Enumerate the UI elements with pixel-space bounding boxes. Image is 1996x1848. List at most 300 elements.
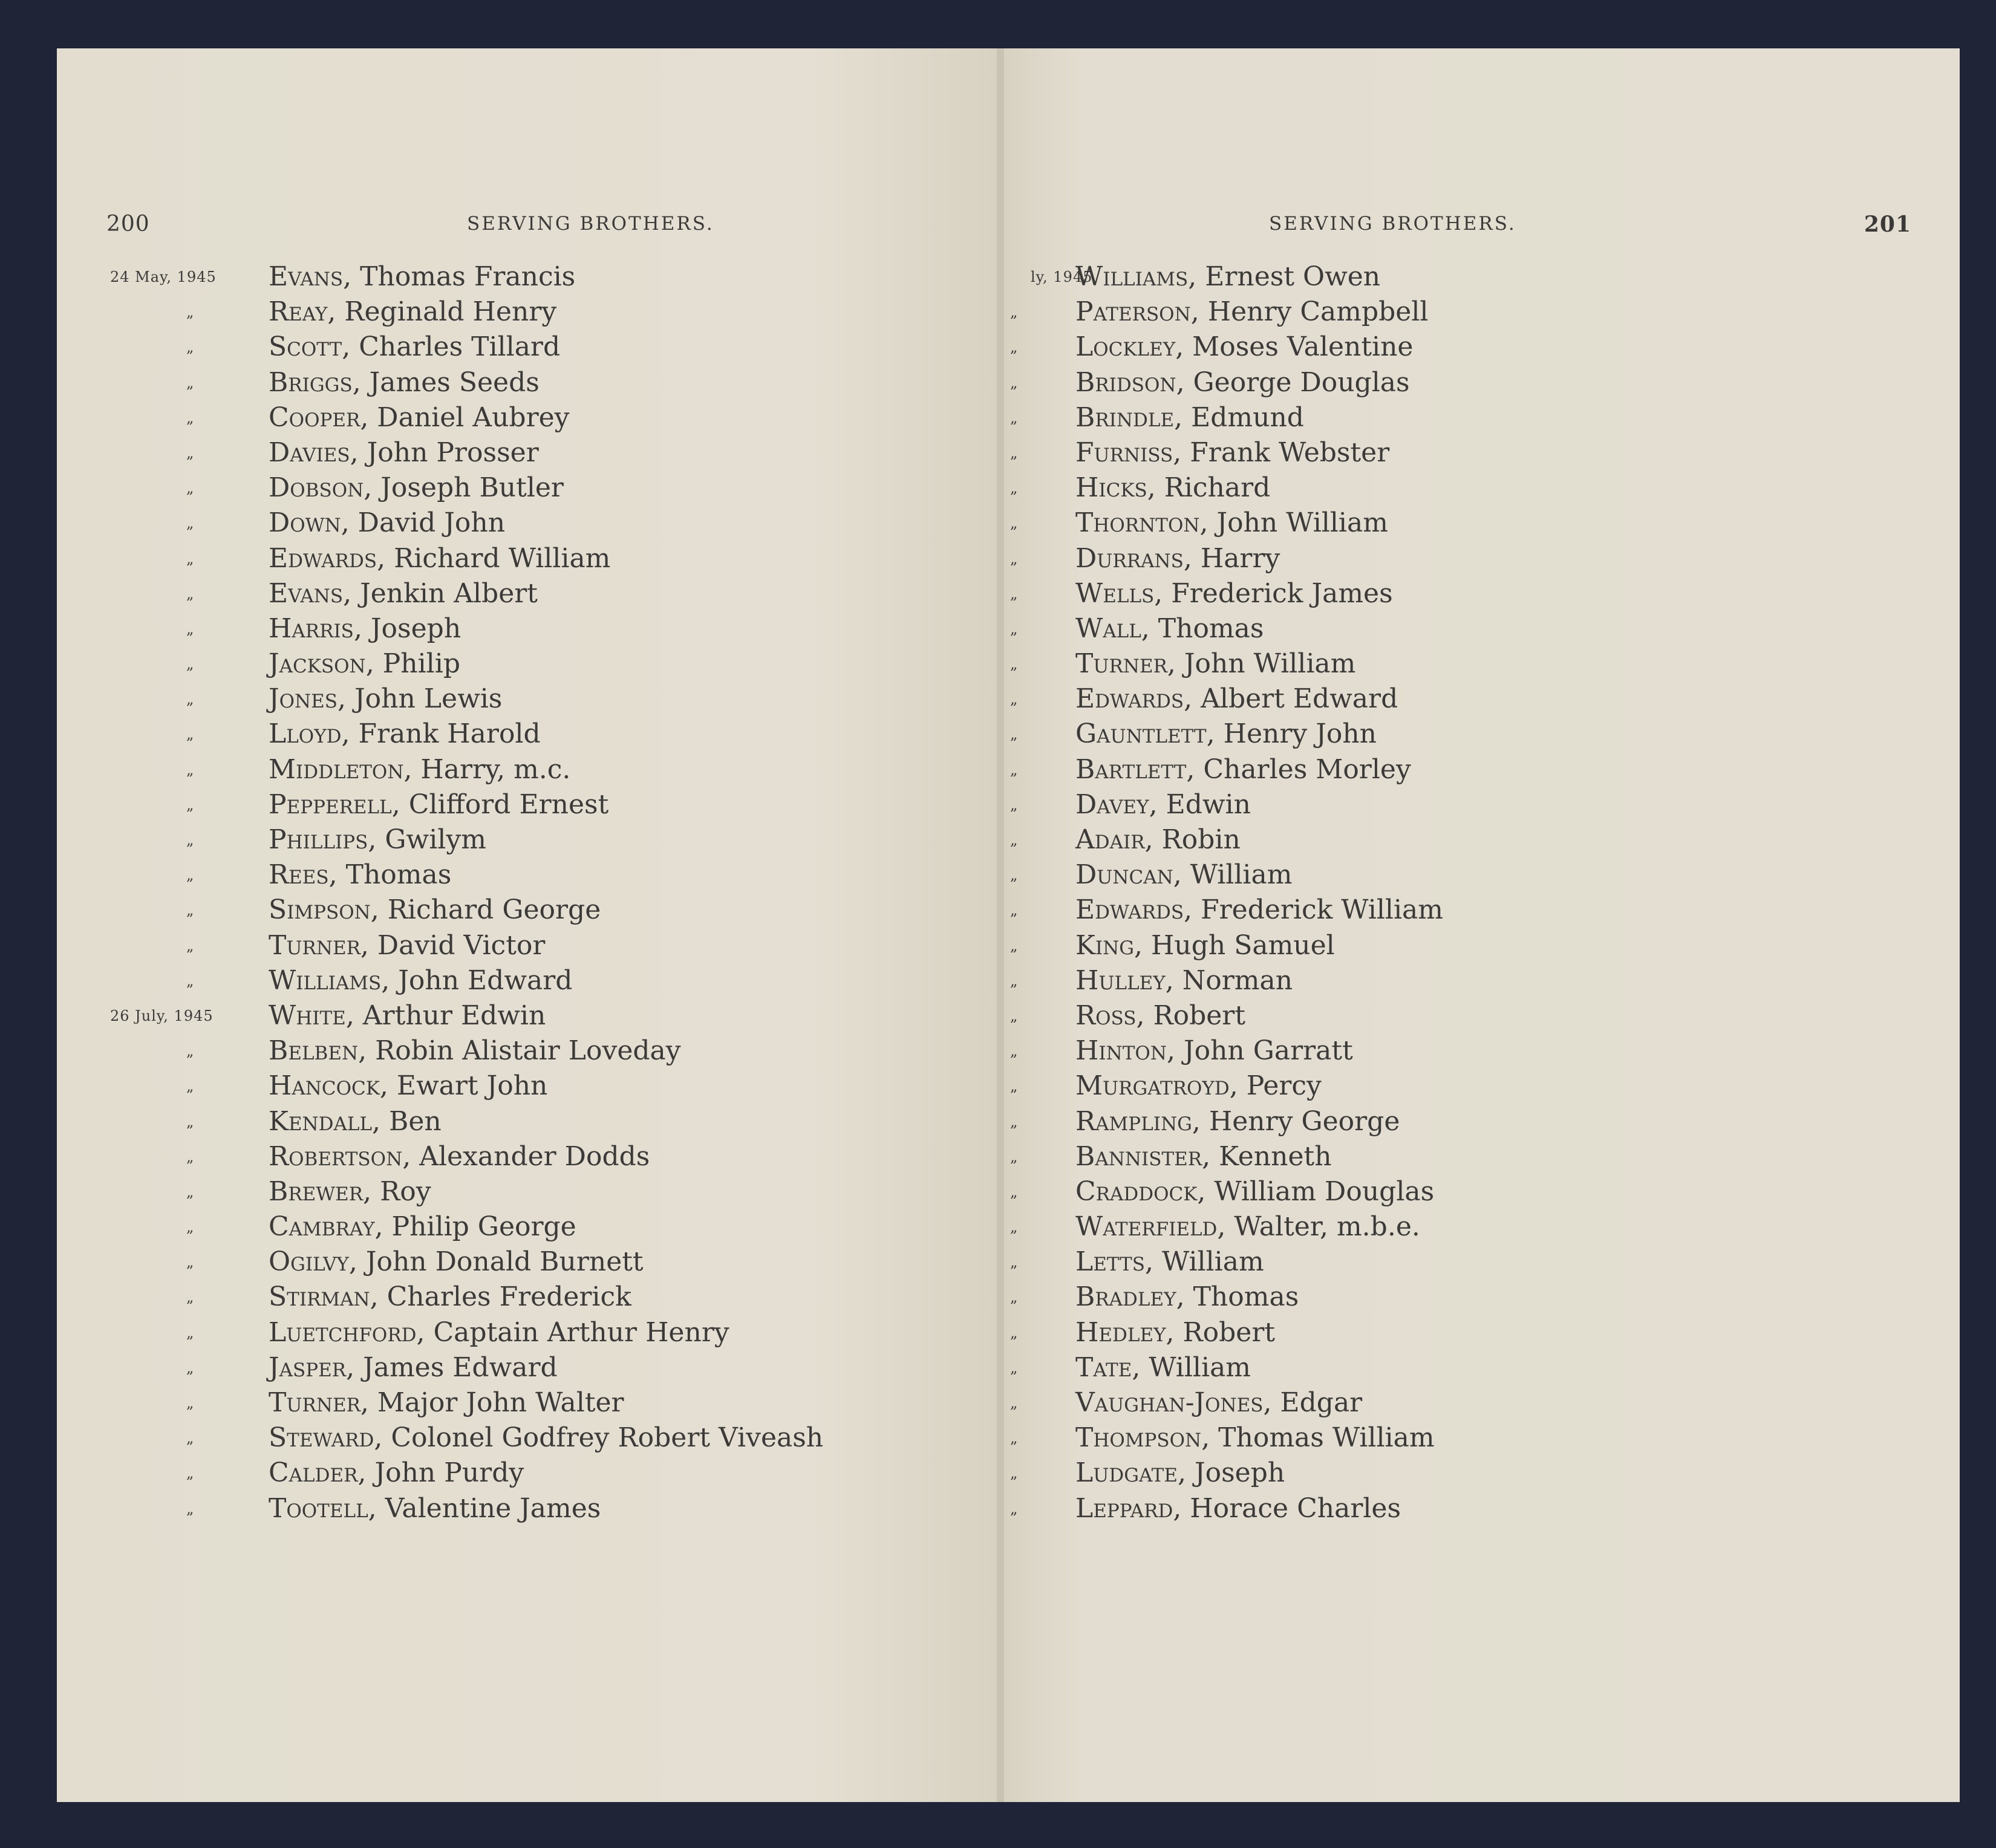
- ditto-mark: „: [186, 1394, 194, 1411]
- member-name: [1075, 1245, 1264, 1279]
- ditto-mark: „: [186, 304, 194, 321]
- surname: King: [1075, 929, 1135, 961]
- ditto-mark: „: [1010, 1218, 1018, 1236]
- list-item: [1004, 295, 1960, 330]
- ditto-mark: „: [1010, 1043, 1018, 1060]
- member-name: [269, 753, 570, 787]
- member-name: [1075, 964, 1293, 998]
- ditto-mark: „: [1010, 1254, 1018, 1271]
- surname: Dobson: [269, 472, 364, 504]
- member-name: [269, 1210, 576, 1244]
- ditto-mark: „: [1010, 374, 1018, 391]
- ditto-mark: „: [1010, 304, 1018, 321]
- given-names: , Robin Alistair Loveday: [358, 1035, 681, 1067]
- ditto-mark: „: [186, 656, 194, 673]
- given-names: , Thomas Francis: [343, 261, 576, 292]
- given-names: , Robin: [1144, 824, 1241, 855]
- surname: Middleton: [269, 753, 404, 785]
- ditto-mark: „: [1010, 1289, 1018, 1306]
- surname: Steward: [269, 1422, 374, 1454]
- given-names: , Walter, m.b.e.: [1217, 1211, 1420, 1243]
- running-head: SERVING BROTHERS.: [1269, 213, 1516, 235]
- given-names: , William: [1132, 1352, 1251, 1383]
- given-names: , Frederick James: [1154, 578, 1393, 609]
- list-item: [57, 260, 999, 295]
- ditto-mark: „: [1010, 726, 1018, 743]
- given-names: , Reginald Henry: [327, 296, 557, 328]
- given-names: , Ewart John: [379, 1070, 548, 1102]
- surname: Thornton: [1075, 507, 1200, 539]
- member-name: [269, 436, 539, 470]
- list-item: [57, 858, 999, 893]
- surname: Down: [269, 507, 341, 539]
- list-item: [57, 1069, 999, 1104]
- member-name: [1075, 717, 1377, 751]
- member-name: [1075, 1105, 1400, 1139]
- surname: Evans: [269, 261, 344, 292]
- given-names: , Charles Frederick: [370, 1281, 631, 1313]
- list-item: [1004, 366, 1960, 401]
- given-names: , Richard George: [370, 894, 601, 926]
- member-name: [269, 1351, 558, 1385]
- list-item: [57, 330, 999, 365]
- member-name: [269, 612, 461, 646]
- list-item: [1004, 788, 1960, 823]
- list-item: [57, 577, 999, 612]
- ditto-mark: „: [186, 937, 194, 954]
- list-item: [57, 471, 999, 506]
- member-name: [269, 1105, 442, 1139]
- surname: Kendall: [269, 1105, 373, 1137]
- given-names: , John Edward: [381, 965, 573, 996]
- surname: Scott: [269, 331, 342, 363]
- ditto-mark: „: [1010, 550, 1018, 567]
- list-item: [1004, 1386, 1960, 1421]
- ditto-mark: „: [1010, 620, 1018, 637]
- surname: Briggs: [269, 366, 353, 398]
- list-item: [1004, 1034, 1960, 1069]
- list-item: [1004, 1351, 1960, 1386]
- given-names: , John Prosser: [350, 437, 539, 468]
- ditto-mark: „: [186, 374, 194, 391]
- member-name: [1075, 612, 1264, 646]
- list-item: [1004, 1456, 1960, 1491]
- ditto-mark: „: [186, 515, 194, 532]
- list-item: [57, 1492, 999, 1527]
- list-item: [1004, 682, 1960, 717]
- given-names: , Clifford Ernest: [391, 789, 609, 820]
- member-name: [269, 401, 570, 435]
- member-name: [1075, 1280, 1299, 1314]
- ditto-mark: „: [186, 902, 194, 919]
- given-names: , Roy: [363, 1176, 431, 1207]
- member-name: [269, 858, 451, 892]
- member-name: [269, 964, 572, 998]
- initiation-date: ly, 1945: [1031, 268, 1093, 285]
- list-item: [57, 717, 999, 752]
- surname: Harris: [269, 613, 354, 644]
- ditto-mark: „: [1010, 1148, 1018, 1165]
- member-name: [1075, 929, 1335, 963]
- left-page: [57, 48, 1000, 1802]
- ditto-mark: „: [1010, 1113, 1018, 1130]
- given-names: , Charles Tillard: [342, 331, 561, 363]
- right-page: [1004, 48, 1960, 1802]
- surname: Furniss: [1075, 437, 1173, 468]
- surname: Waterfield: [1075, 1211, 1218, 1243]
- ditto-mark: „: [186, 831, 194, 848]
- surname: Evans: [269, 578, 344, 609]
- member-name: [1075, 577, 1393, 611]
- ditto-mark: „: [1010, 937, 1018, 954]
- surname: Turner: [1075, 648, 1167, 680]
- given-names: , James Edward: [346, 1352, 558, 1383]
- list-item: [1004, 577, 1960, 612]
- ditto-mark: „: [1010, 972, 1018, 989]
- ditto-mark: „: [1010, 444, 1018, 461]
- member-name: [269, 577, 538, 611]
- member-name: [1075, 506, 1388, 540]
- member-name: [1075, 858, 1292, 892]
- member-name: [1075, 366, 1410, 400]
- ditto-mark: „: [1010, 761, 1018, 778]
- list-item: [1004, 1210, 1960, 1245]
- list-item: [57, 788, 999, 823]
- given-names: , John William: [1167, 648, 1356, 680]
- member-name: [1075, 330, 1413, 364]
- ditto-mark: „: [186, 444, 194, 461]
- surname: Ludgate: [1075, 1457, 1178, 1489]
- ditto-mark: „: [1010, 480, 1018, 497]
- given-names: , George Douglas: [1176, 366, 1410, 398]
- ditto-mark: „: [1010, 656, 1018, 673]
- surname: Lloyd: [269, 718, 342, 750]
- ditto-mark: „: [186, 1500, 194, 1517]
- given-names: , John Donald Burnett: [348, 1246, 644, 1278]
- given-names: , Arthur Edwin: [345, 1000, 546, 1031]
- ditto-mark: „: [186, 339, 194, 356]
- member-name: [1075, 999, 1245, 1033]
- surname: Edwards: [1075, 894, 1184, 926]
- ditto-mark: „: [1010, 1465, 1018, 1482]
- surname: Rees: [269, 859, 329, 891]
- given-names: , Joseph Butler: [364, 472, 564, 504]
- ditto-mark: „: [1010, 831, 1018, 848]
- surname: Thompson: [1075, 1422, 1202, 1454]
- member-name: [269, 1069, 547, 1103]
- given-names: , William Douglas: [1197, 1176, 1435, 1207]
- list-item: [1004, 1105, 1960, 1140]
- given-names: , Thomas: [1141, 613, 1264, 644]
- given-names: , John William: [1199, 507, 1388, 539]
- given-names: , Colonel Godfrey Robert Viveash: [374, 1422, 824, 1454]
- ditto-mark: „: [186, 726, 194, 743]
- ditto-mark: „: [186, 1289, 194, 1306]
- given-names: , John Lewis: [338, 683, 503, 715]
- member-name: [269, 1421, 823, 1455]
- list-item: [1004, 1492, 1960, 1527]
- ditto-mark: „: [186, 1254, 194, 1271]
- surname: Pepperell: [269, 789, 392, 820]
- given-names: , Robert: [1166, 1316, 1276, 1348]
- surname: Hinton: [1075, 1035, 1167, 1067]
- given-names: , Horace Charles: [1173, 1492, 1401, 1524]
- surname: Luetchford: [269, 1316, 417, 1348]
- given-names: , William: [1173, 859, 1293, 891]
- member-name: [269, 1316, 729, 1350]
- surname: Reay: [269, 296, 328, 328]
- member-name: [269, 788, 608, 822]
- list-item: [1004, 823, 1960, 858]
- list-item: [57, 542, 999, 577]
- given-names: , Captain Arthur Henry: [416, 1316, 729, 1348]
- given-names: , Harry: [1183, 542, 1280, 574]
- list-item: [57, 929, 999, 964]
- given-names: , Richard: [1147, 472, 1271, 504]
- given-names: , Joseph: [353, 613, 461, 644]
- surname: Murgatroyd: [1075, 1070, 1230, 1102]
- given-names: , Robert: [1136, 1000, 1245, 1031]
- list-item: [1004, 1421, 1960, 1456]
- member-name: [1075, 1386, 1362, 1420]
- surname: Turner: [269, 929, 360, 961]
- surname: Edwards: [269, 542, 377, 574]
- member-name: [269, 506, 505, 540]
- member-name: [1075, 1351, 1251, 1385]
- given-names: , Thomas: [328, 859, 452, 891]
- given-names: , Charles Morley: [1186, 753, 1411, 785]
- ditto-mark: „: [1010, 902, 1018, 919]
- ditto-mark: „: [1010, 867, 1018, 884]
- surname: Bridson: [1075, 366, 1176, 398]
- list-item: [57, 1210, 999, 1245]
- member-name: [1075, 1492, 1401, 1526]
- given-names: , Edmund: [1174, 402, 1304, 433]
- given-names: , Richard William: [377, 542, 611, 574]
- member-name: [269, 471, 564, 505]
- list-item: [1004, 1280, 1960, 1315]
- list-item: [57, 1351, 999, 1386]
- ditto-mark: „: [186, 1183, 194, 1200]
- surname: White: [269, 1000, 346, 1031]
- list-item: [1004, 436, 1960, 471]
- given-names: , Edgar: [1263, 1387, 1363, 1418]
- given-names: , Kenneth: [1202, 1140, 1332, 1172]
- member-name: [1075, 1140, 1332, 1174]
- list-item: [57, 1140, 999, 1175]
- list-item: [1004, 1175, 1960, 1210]
- given-names: , Daniel Aubrey: [360, 402, 570, 433]
- surname: Calder: [269, 1457, 358, 1489]
- member-name: [1075, 436, 1389, 470]
- given-names: , William: [1145, 1246, 1264, 1278]
- ditto-mark: „: [1010, 796, 1018, 813]
- member-name: [1075, 1034, 1353, 1068]
- member-name: [269, 1245, 644, 1279]
- ditto-mark: „: [186, 1113, 194, 1130]
- list-item: [57, 506, 999, 541]
- ditto-mark: „: [186, 1430, 194, 1447]
- surname: Adair: [1075, 824, 1145, 855]
- surname: Hicks: [1075, 472, 1147, 504]
- given-names: , Percy: [1229, 1070, 1322, 1102]
- ditto-mark: „: [1010, 1183, 1018, 1200]
- surname: Brindle: [1075, 402, 1175, 433]
- surname: Wells: [1075, 578, 1155, 609]
- surname: Cooper: [269, 402, 360, 433]
- running-head: SERVING BROTHERS.: [467, 213, 714, 235]
- given-names: , David John: [341, 507, 506, 539]
- member-name: [1075, 260, 1380, 294]
- member-name: [269, 1034, 681, 1068]
- ditto-mark: „: [186, 1078, 194, 1095]
- list-item: [57, 436, 999, 471]
- list-item: [57, 1421, 999, 1456]
- member-name: [1075, 893, 1443, 927]
- list-item: [1004, 999, 1960, 1034]
- ditto-mark: „: [186, 796, 194, 813]
- ditto-mark: „: [186, 1148, 194, 1165]
- given-names: , Ben: [372, 1105, 442, 1137]
- member-name: [269, 893, 601, 927]
- member-name: [269, 260, 575, 294]
- list-item: [1004, 1140, 1960, 1175]
- surname: Letts: [1075, 1246, 1146, 1278]
- ditto-mark: „: [186, 867, 194, 884]
- surname: Hedley: [1075, 1316, 1166, 1348]
- list-item: [1004, 964, 1960, 999]
- member-name: [269, 1386, 624, 1420]
- ditto-mark: „: [186, 620, 194, 637]
- surname: Ogilvy: [269, 1246, 349, 1278]
- given-names: , Frank Webster: [1173, 437, 1390, 468]
- list-item: [57, 612, 999, 647]
- ditto-mark: „: [1010, 1078, 1018, 1095]
- list-item: [57, 964, 999, 999]
- member-name: [269, 1456, 524, 1490]
- member-name: [269, 1492, 601, 1526]
- list-item: [57, 647, 999, 682]
- surname: Duncan: [1075, 859, 1173, 891]
- member-name: [1075, 1421, 1435, 1455]
- given-names: , Philip: [365, 648, 460, 680]
- list-item: [1004, 612, 1960, 647]
- list-item: [57, 753, 999, 788]
- list-item: [57, 1105, 999, 1140]
- member-name: [269, 1175, 431, 1209]
- ditto-mark: „: [1010, 1359, 1018, 1376]
- list-item: [1004, 753, 1960, 788]
- member-name: [1075, 401, 1304, 435]
- list-item: [57, 1456, 999, 1491]
- surname: Davies: [269, 437, 350, 468]
- member-name: [1075, 542, 1280, 576]
- member-name: [269, 929, 545, 963]
- surname: Bradley: [1075, 1281, 1176, 1313]
- ditto-mark: „: [186, 480, 194, 497]
- member-name: [1075, 682, 1398, 716]
- initiation-date: 26 July, 1945: [110, 1007, 214, 1024]
- surname: Jones: [269, 683, 338, 715]
- given-names: , Thomas: [1176, 1281, 1299, 1313]
- surname: Williams: [269, 965, 382, 996]
- given-names: , Major John Walter: [360, 1387, 624, 1418]
- given-names: , Valentine James: [368, 1492, 601, 1524]
- ditto-mark: „: [1010, 515, 1018, 532]
- ditto-mark: „: [186, 1359, 194, 1376]
- member-name: [1075, 753, 1411, 787]
- member-name: [1075, 471, 1270, 505]
- member-list: [1004, 260, 1960, 1527]
- given-names: , Ernest Owen: [1188, 261, 1381, 292]
- surname: Paterson: [1075, 296, 1191, 328]
- list-item: [57, 1175, 999, 1210]
- list-item: [57, 401, 999, 436]
- member-name: [1075, 1210, 1420, 1244]
- surname: Simpson: [269, 894, 371, 926]
- member-name: [1075, 823, 1241, 857]
- ditto-mark: „: [186, 761, 194, 778]
- surname: Bannister: [1075, 1140, 1202, 1172]
- given-names: , Henry Campbell: [1190, 296, 1429, 328]
- list-item: [57, 1245, 999, 1280]
- ditto-mark: „: [1010, 1500, 1018, 1517]
- ditto-mark: „: [186, 409, 194, 426]
- list-item: [57, 893, 999, 928]
- surname: Jackson: [269, 648, 366, 680]
- member-name: [269, 295, 556, 329]
- list-item: [57, 295, 999, 330]
- list-item: [57, 366, 999, 401]
- list-item: [1004, 1316, 1960, 1351]
- surname: Jasper: [269, 1352, 347, 1383]
- member-name: [269, 647, 460, 681]
- list-item: [1004, 401, 1960, 436]
- member-name: [1075, 788, 1251, 822]
- given-names: , Alexander Dodds: [402, 1140, 650, 1172]
- surname: Ross: [1075, 1000, 1137, 1031]
- member-name: [1075, 1316, 1275, 1350]
- given-names: , John Garratt: [1166, 1035, 1353, 1067]
- ditto-mark: „: [1010, 1007, 1018, 1024]
- surname: Tootell: [269, 1492, 368, 1524]
- ditto-mark: „: [186, 1043, 194, 1060]
- given-names: , Frank Harold: [341, 718, 541, 750]
- given-names: , Henry George: [1192, 1105, 1400, 1137]
- list-item: [1004, 858, 1960, 893]
- given-names: , Albert Edward: [1184, 683, 1398, 715]
- ditto-mark: „: [1010, 1430, 1018, 1447]
- surname: Brewer: [269, 1176, 364, 1207]
- member-name: [269, 330, 560, 364]
- ditto-mark: „: [186, 1218, 194, 1236]
- given-names: , Henry John: [1206, 718, 1377, 750]
- member-name: [269, 823, 486, 857]
- list-item: [1004, 1069, 1960, 1104]
- list-item: [1004, 506, 1960, 541]
- given-names: , Philip George: [374, 1211, 576, 1243]
- surname: Lockley: [1075, 331, 1176, 363]
- list-item: [1004, 893, 1960, 928]
- list-item: [57, 823, 999, 858]
- surname: Wall: [1075, 613, 1141, 644]
- given-names: , Thomas William: [1201, 1422, 1435, 1454]
- member-name: [1075, 1175, 1434, 1209]
- given-names: , Edwin: [1149, 789, 1251, 820]
- surname: Stirman: [269, 1281, 370, 1313]
- member-name: [269, 366, 540, 400]
- given-names: , Gwilym: [368, 824, 486, 855]
